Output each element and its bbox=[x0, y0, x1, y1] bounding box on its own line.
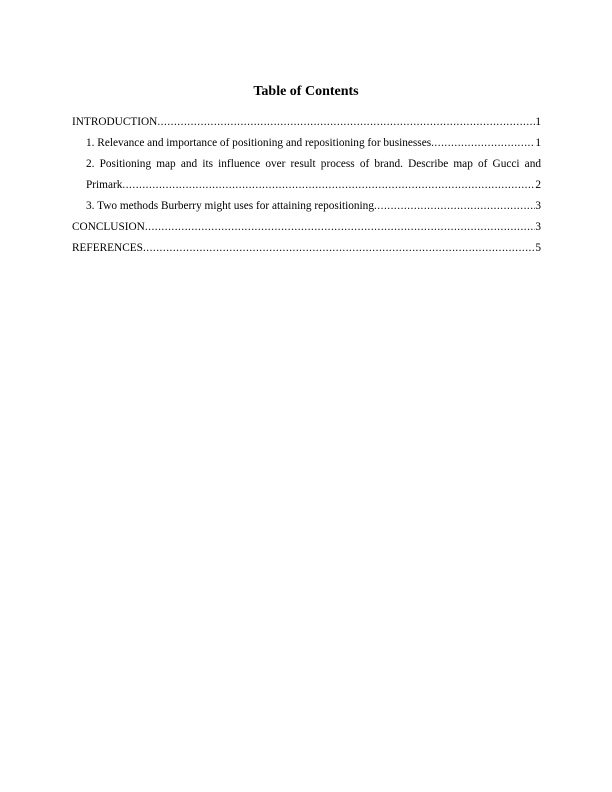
toc-page-number: 2 bbox=[535, 179, 541, 191]
toc-entry-label: INTRODUCTION bbox=[72, 116, 158, 128]
toc-entry-section-2-line-1[interactable] bbox=[72, 154, 541, 175]
dot-leader bbox=[157, 112, 535, 133]
toc-page-number: 3 bbox=[535, 200, 541, 212]
dot-leader bbox=[374, 196, 535, 217]
dot-leader bbox=[143, 238, 535, 259]
toc-page-number: 1 bbox=[535, 116, 541, 128]
toc-entry-section-2-line-2[interactable] bbox=[72, 175, 541, 196]
toc-entry-section-3[interactable] bbox=[72, 196, 541, 217]
toc-entry-label: REFERENCES bbox=[72, 242, 143, 254]
toc-title: Table of Contents bbox=[253, 84, 359, 99]
toc-entry-introduction[interactable] bbox=[72, 112, 541, 133]
dot-leader bbox=[431, 133, 535, 154]
toc-entry-label: CONCLUSION bbox=[72, 221, 145, 233]
table-of-contents bbox=[72, 112, 541, 259]
toc-page-number: 3 bbox=[535, 221, 541, 233]
toc-entry-label: Primark bbox=[86, 179, 123, 191]
toc-page-number: 5 bbox=[535, 242, 541, 254]
dot-leader bbox=[122, 175, 535, 196]
toc-page-number: 1 bbox=[535, 137, 541, 149]
toc-entry-references[interactable] bbox=[72, 238, 541, 259]
toc-entry-section-1[interactable] bbox=[72, 133, 541, 154]
toc-entry-conclusion[interactable] bbox=[72, 217, 541, 238]
toc-entry-label: 2. Positioning map and its influence over result process of brand. Describe map of Gucci and bbox=[86, 158, 541, 170]
toc-entry-label: 1. Relevance and importance of positioning and repositioning for businesses bbox=[86, 137, 432, 149]
dot-leader bbox=[145, 217, 536, 238]
toc-entry-label: 3. Two methods Burberry might uses for attaining repositioning bbox=[86, 200, 374, 212]
